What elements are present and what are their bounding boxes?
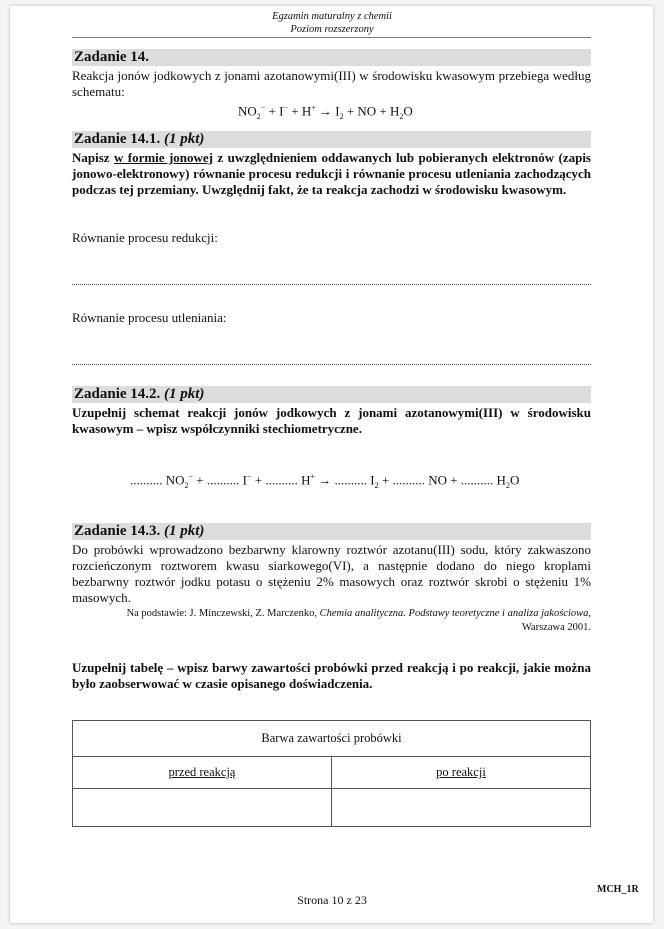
coefficient-scheme[interactable]: .......... $NO_2^-$ + .......... I− + .......... H+ → .......... $I_2$ + .......... NO + .......... $H_2O$ bbox=[130, 472, 520, 490]
source-citation-2: Warszawa 2001. bbox=[521, 622, 591, 633]
label-oxidation: Równanie procesu utleniania: bbox=[72, 310, 227, 325]
task-14-3-text: Do probówki wprowadzono bezbarwny klarowny roztwór azotanu(III) sodu, który zakwaszono rozcieńczonym roztworem kwasu siarkowego(VI), a następnie dodano do niego kroplami bezbarwny roztwór jodku potasu o stężeniu 2% masowych oraz roztwór skrobi o stężeniu 1% masowych. bbox=[72, 542, 591, 605]
label-reduction: Równanie procesu redukcji: bbox=[72, 230, 218, 245]
task-14-title: Zadanie 14. bbox=[72, 49, 591, 66]
task-14-1-title: Zadanie 14.1. (1 pkt) bbox=[72, 131, 591, 148]
answer-line-reduction[interactable] bbox=[72, 283, 591, 285]
task-14-2-instruction: Uzupełnij schemat reakcji jonów jodkowych z jonami azotanowymi(III) w środowisku kwasowym – wpisz współczynniki stechiometryczne. bbox=[72, 405, 591, 436]
answer-cell-before[interactable] bbox=[73, 789, 332, 827]
table-header: Barwa zawartości probówki bbox=[73, 721, 591, 757]
exam-code: MCH_1R bbox=[597, 884, 639, 895]
task-14-text: Reakcja jonów jodkowych z jonami azotanowymi(III) w środowisku kwasowym przebiega według schematu: bbox=[72, 68, 591, 99]
task-14-2-title: Zadanie 14.2. (1 pkt) bbox=[72, 386, 591, 403]
reaction-scheme: $NO_2^- + I^- + H^+ \to I_2$ + NO + $H_2O$ bbox=[238, 103, 413, 121]
colour-table bbox=[72, 720, 591, 827]
header-rule bbox=[72, 37, 591, 38]
task-14-3-instruction: Uzupełnij tabelę – wpisz barwy zawartości probówki przed reakcją i po reakcji, jakie można było zaobserwować w czasie opisanego doświadczenia. bbox=[72, 660, 591, 691]
source-citation: Na podstawie: J. Minczewski, Z. Marczenko, Chemia analityczna. Podstawy teoretyczne i analiza jakościowa, bbox=[126, 608, 591, 619]
task-14-3-title: Zadanie 14.3. (1 pkt) bbox=[72, 523, 591, 540]
header-line-1: Egzamin maturalny z chemii bbox=[272, 11, 392, 22]
col-after: po reakcji bbox=[332, 757, 591, 789]
answer-cell-after[interactable] bbox=[332, 789, 591, 827]
task-14-1-instruction: Napisz w formie jonowej z uwzględnieniem oddawanych lub pobieranych elektronów (zapis jonowo-elektronowy) równanie procesu redukcji i równanie procesu utleniania zachodzących podczas tej przemiany. Uwzględnij fakt, że ta reakcja zachodzi w środowisku kwasowym. bbox=[72, 150, 591, 197]
header-line-2: Poziom rozszerzony bbox=[290, 24, 374, 35]
col-before: przed reakcją bbox=[73, 757, 332, 789]
answer-line-oxidation[interactable] bbox=[72, 363, 591, 365]
page-number: Strona 10 z 23 bbox=[297, 893, 367, 907]
